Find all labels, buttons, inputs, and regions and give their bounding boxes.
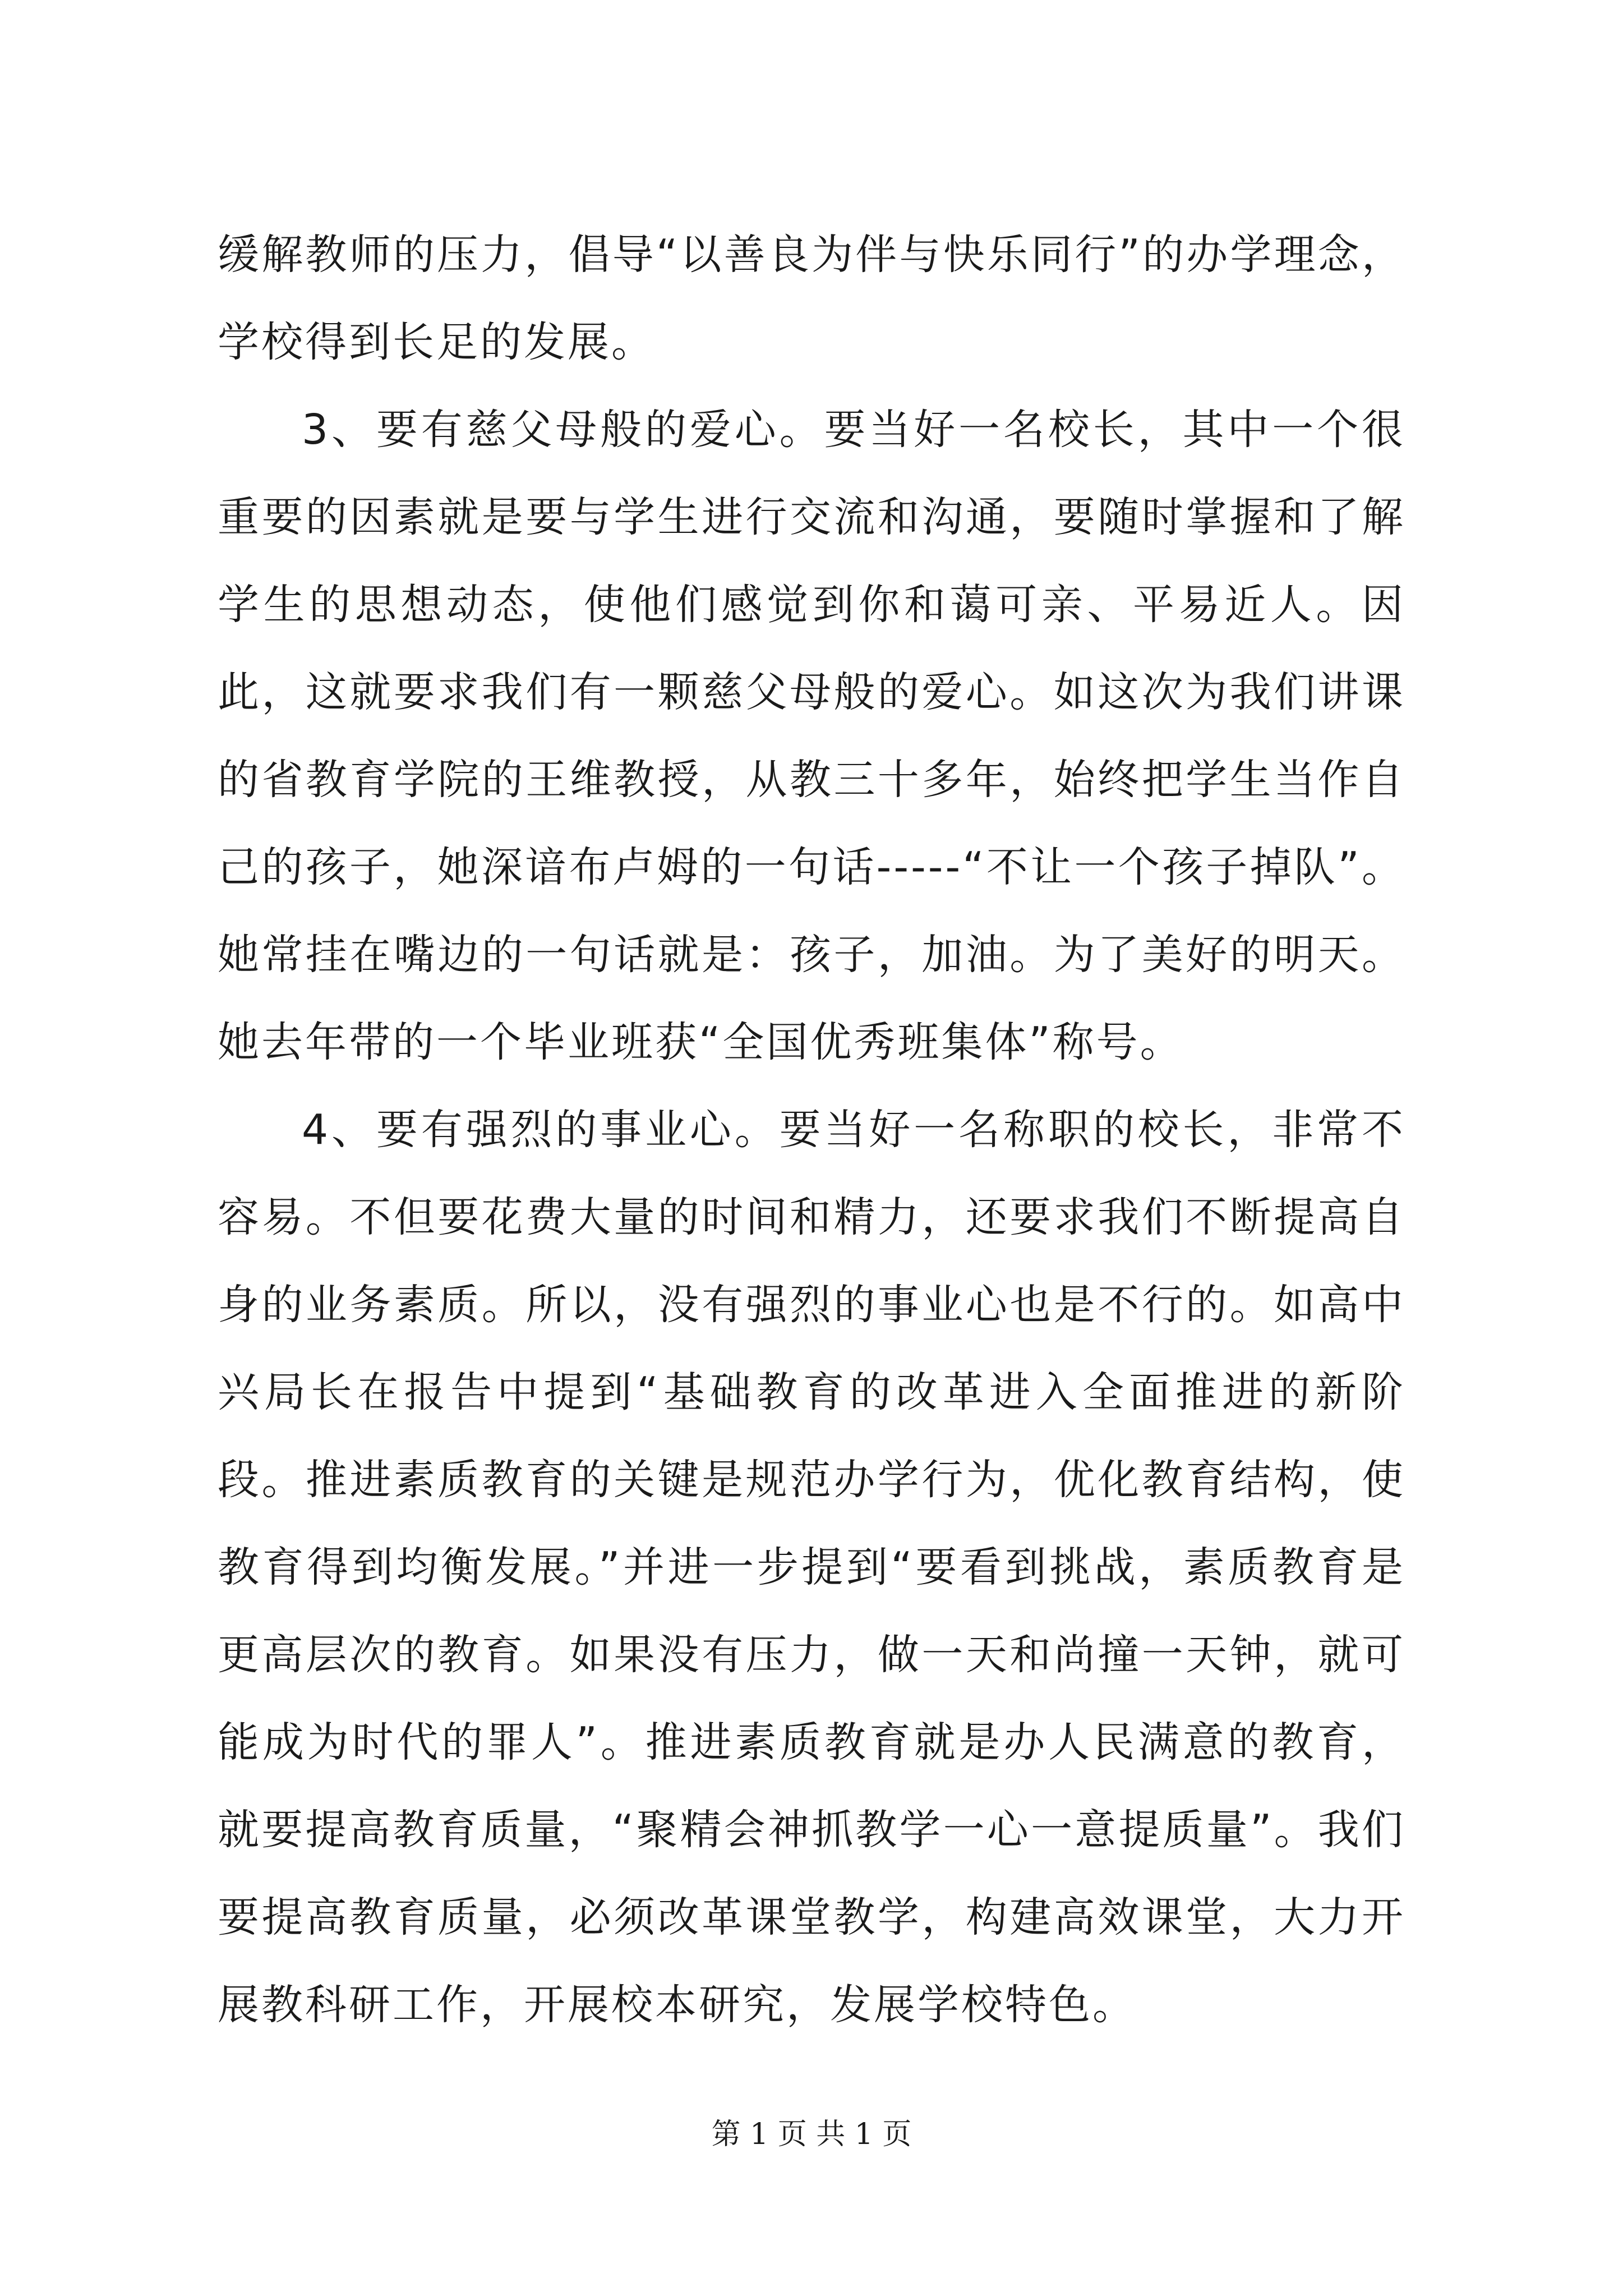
paragraph-continued: 缓解教师的压力，倡导“以善良为伴与快乐同行”的办学理念，学校得到长足的发展。 (218, 231, 1405, 366)
paragraph-point-4: 4、要有强烈的事业心。要当好一名称职的校长，非常不容易。不但要花费大量的时间和精力，还要求我们不断提高自身的业务素质。所以，没有强烈的事业心也是不行的。如高中兴局长在报告中提到“基础教育的改革进入全面推进的新阶段。推进素质教育的关键是规范办学行为，优化教育结构，使教育得到均衡发展。”并进一步提到“要看到挑战，素质教育是更高层次的教育。如果没有压力，做一天和尚撞一天钟，就可能成为时代的罪人”。推进素质教育就是办人民满意的教育，就要提高教育质量，“聚精会神抓教学一心一意提质量”。我们要提高教育质量，必须改革课堂教学，构建高效课堂，大力开展教科研工作，开展校本研究，发展学校特色。 (218, 1106, 1405, 2029)
paragraph-point-3: 3、要有慈父母般的爱心。要当好一名校长，其中一个很重要的因素就是要与学生进行交流和沟通，要随时掌握和了解学生的思想动态，使他们感觉到你和蔼可亲、平易近人。因此，这就要求我们有一颗慈父母般的爱心。如这次为我们讲课的省教育学院的王维教授，从教三十多年，始终把学生当作自己的孩子，她深谙布卢姆的一句话-----“不让一个孩子掉队”。她常挂在嘴边的一句话就是：孩子，加油。为了美好的明天。她去年带的一个毕业班获“全国优秀班集体”称号。 (218, 406, 1405, 1066)
page-footer: 第 1 页 共 1 页 (711, 2118, 912, 2151)
document-body (218, 211, 1405, 2049)
